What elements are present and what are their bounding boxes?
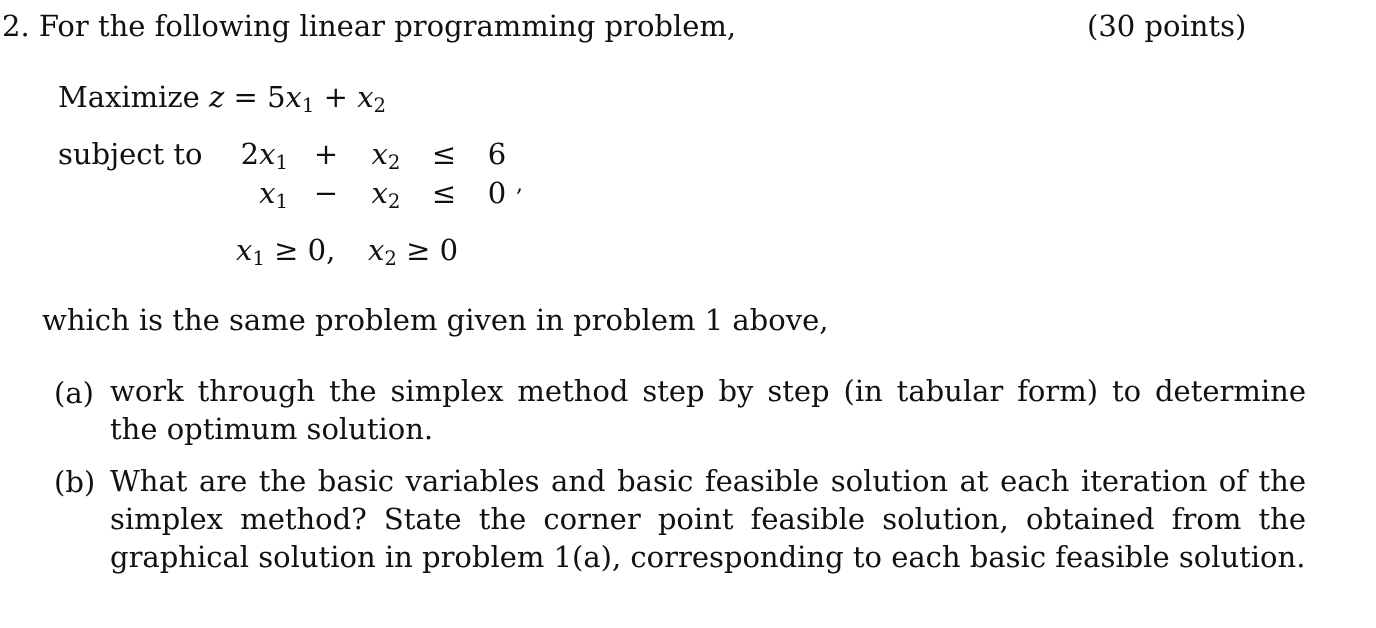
nonnegativity-x1: $x_1 \ge 0$, (236, 233, 336, 270)
subject-to-label: subject to (58, 137, 203, 171)
constraint-2-relation: ≤ (431, 176, 457, 210)
maximize-word: Maximize (58, 80, 200, 114)
constraint-2-lhs-term: $x_1$ (259, 176, 288, 213)
constraint-1-lhs-term: $2x_1$ (240, 137, 288, 174)
objective-coef-1: 5 (267, 80, 286, 114)
part-a-label: (a) (54, 376, 94, 410)
constraint-2-x2-term: $x_2$ (371, 176, 401, 213)
objective-function (58, 80, 387, 117)
objective-variable-z: z (209, 80, 225, 114)
same-problem-note: which is the same problem given in problem 1 above, (42, 303, 829, 337)
constraint-1-rhs: 6 (487, 137, 507, 171)
plus-sign: + (323, 80, 348, 114)
constraints-trailing-comma: , (516, 172, 523, 197)
constraint-1-relation: ≤ (431, 137, 457, 171)
objective-var-x1: $x_1$ (285, 80, 315, 117)
objective-var-x2: $x_2$ (357, 80, 387, 117)
part-a-text: work through the simplex method step by step (in tabular form) to determine the optimum solution. (110, 374, 1306, 446)
question-header: 2. For the following linear programming problem, (2, 9, 737, 43)
points-label: (30 points) (1087, 9, 1247, 43)
nonnegativity-x2: $x_2 \ge 0$ (368, 233, 459, 270)
equals-sign: = (233, 80, 258, 114)
constraint-1-x2-term: $x_2$ (371, 137, 401, 174)
part-b-label: (b) (54, 465, 96, 499)
part-b-text: What are the basic variables and basic feasible solution at each iteration of the simplex method? State the corner point feasible solution, obtained from the graphical solution in problem 1(a), corresponding to each basic feasible solution. (110, 464, 1306, 574)
constraint-1-operator: + (313, 137, 339, 171)
constraint-2-rhs: 0 (487, 176, 507, 210)
constraint-2-operator: − (313, 176, 339, 210)
